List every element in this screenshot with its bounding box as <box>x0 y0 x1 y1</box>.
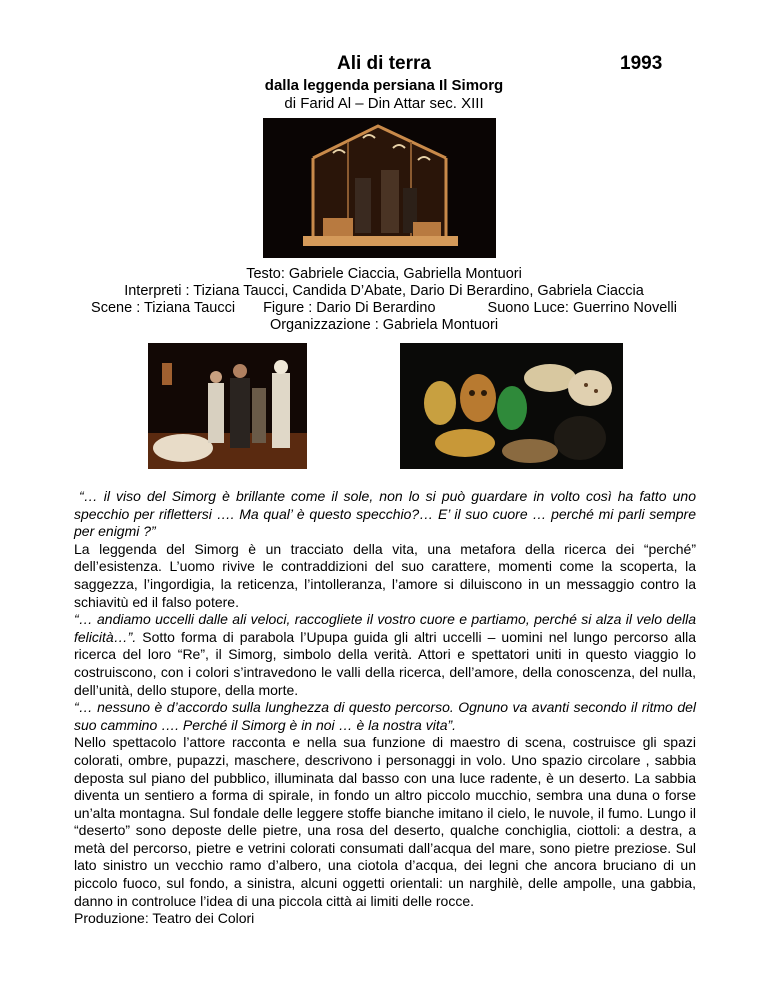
stage-photo-image <box>263 118 496 258</box>
credit-row-scene <box>0 300 768 317</box>
author-line: di Farid Al – Din Attar sec. XIII <box>284 95 484 112</box>
subtitle: dalla leggenda persiana Il Simorg <box>264 77 504 94</box>
paragraph-1: La leggenda del Simorg è un tracciato della vita, una metafora della ricerca dei “perché” dell’esistenza. L’uomo rivive le contraddizioni del suo carattere, momenti come la scoperta, la saggezza, l’ingordigia, la reticenza, l’intolleranza, l’amore si diluiscono in un messaggio contro la schiavitù ed il falso potere. <box>74 540 696 610</box>
credit-organizzazione: Organizzazione : Gabriela Montuori <box>269 317 499 333</box>
produzione: Produzione: Teatro dei Colori <box>74 910 255 927</box>
quote-2: “… andiamo uccelli dalle ali veloci, raccogliete il vostro cuore e partiamo, perché si alza il velo della felicità…”. <box>74 611 696 645</box>
paragraph-2 <box>74 611 696 699</box>
credit-figure: Figure : Dario Di Berardino <box>263 300 436 316</box>
masks-photo-image <box>400 343 623 469</box>
quote-3: “… nessuno è d’accordo sulla lunghezza di questo percorso. Ognuno va avanti secondo il ritmo del suo cammino …. Perché il Simorg è in noi … è la nostra vita”. <box>74 699 696 733</box>
paragraph-3: Nello spettacolo l’attore racconta e nella sua funzione di maestro di scena, costruisce gli spazi colorati, ombre, pupazzi, maschere, descrivono i personaggi in volo. Uno spazio circolare , sabbia deposta sul piano del pubblico, illuminata dal basso con una luce radente, è un deserto. La sabbia diventa un sentiero a forma di spirale, in fondo un altro piccolo mucchio, sembra una duna o forse un’alta montagna. Sul fondale delle leggere stoffe bianche imitano il cielo, le nuvole, il fumo. Lungo il “deserto” sono deposte delle pietre, una rosa del deserto, qualche conchiglia, ciottoli: a destra, a metà del percorso, pietre e vetrini colorati consumati dall’acqua del mare, sono pietre preziose. Sul lato sinistro un vecchio ramo d’albero, una ciotola d’acqua, dei legni che ancora bruciano di un piccolo fuoco, sul fondo, a sinistra, alcuni oggetti orientali: un narghilè, delle ampolle, una gabbia, danno in controluce l’idea di una piccola città ai limiti delle rocce. <box>74 734 696 909</box>
paragraph-2-text: Sotto forma di parabola l’Upupa guida gli altri uccelli – uomini nel lungo percorso alla ricerca del loro “Re”, il Simorg, simbolo della verità. Attori e spettatori uniti in questo viaggio lo costruiscono, con i colori s’intravedono le valli della ricerca, dell’amore, della conoscenza, del nulla, dell’unità, dello stupore, della morte. <box>74 628 696 698</box>
masks-photo <box>400 343 623 469</box>
quote-1: “… il viso del Simorg è brillante come il sole, non lo si può guardare in volto così ha fatto uno specchio per riflettersi …. Ma qual’ è questo specchio?… E’ il suo cuore … perché mi parli sempre per enigmi ?” <box>74 488 696 540</box>
year: 1993 <box>620 53 663 74</box>
actors-photo <box>148 343 307 469</box>
credit-scene: Scene : Tiziana Taucci <box>91 300 236 316</box>
credit-interpreti: Interpreti : Tiziana Taucci, Candida D’Abate, Dario Di Berardino, Gabriela Ciaccia <box>124 283 644 299</box>
credit-testo: Testo: Gabriele Ciaccia, Gabriella Montuori <box>246 266 522 282</box>
actors-photo-image <box>148 343 307 469</box>
page-title: Ali di terra <box>337 53 431 74</box>
stage-photo <box>263 118 496 258</box>
credit-suono-luce: Suono Luce: Guerrino Novelli <box>487 300 677 316</box>
credits-block <box>0 266 768 334</box>
body-text <box>74 488 696 928</box>
